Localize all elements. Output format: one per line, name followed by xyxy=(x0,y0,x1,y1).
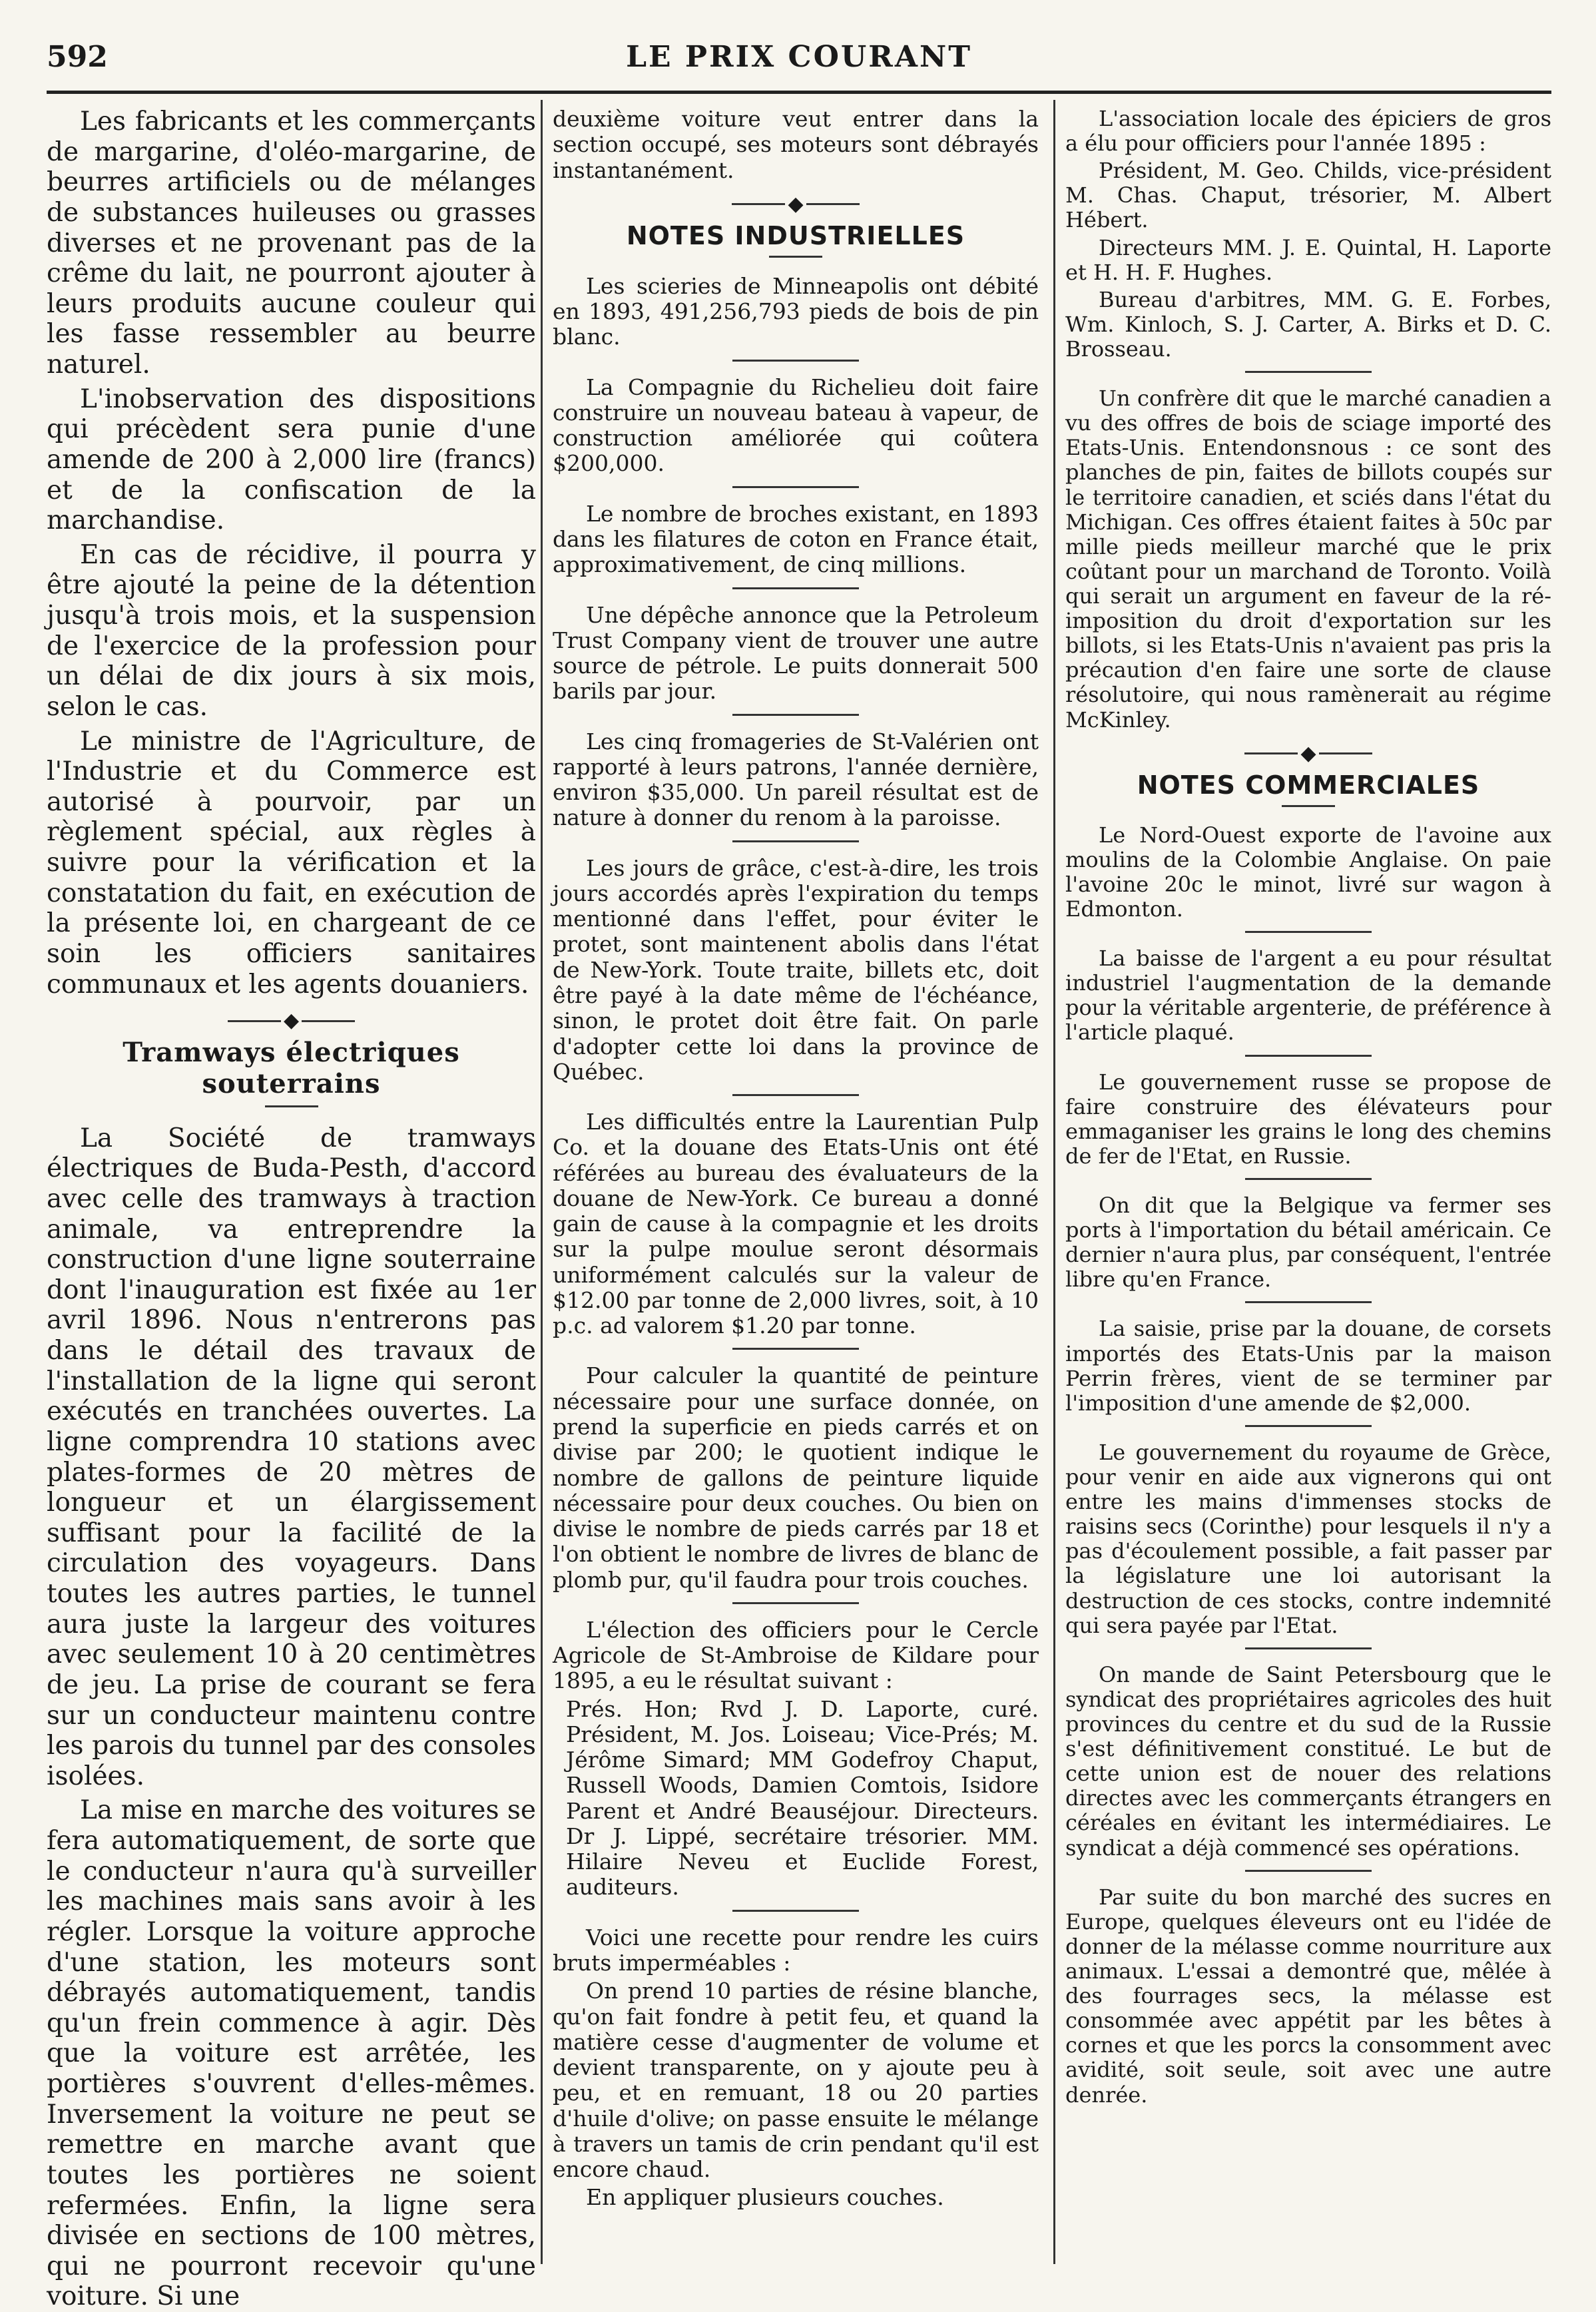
ornament-divider: ◆ xyxy=(553,194,1039,214)
item-divider xyxy=(1245,1870,1372,1872)
item-divider xyxy=(732,486,859,488)
news-item: La baisse de l'argent a eu pour résultat industriel l'augmentation de la demande pour la véritable argenterie, de préférence à l'article plaqué. xyxy=(1065,946,1551,1045)
title-rule xyxy=(1282,805,1335,807)
news-item: Les jours de grâce, c'est-à-dire, les trois jours accordés après l'expiration du temps mentionné dans l'effet, pour éviter le protet, sont maintenent abolis dans l'état de New-York. Toute traite, billets etc, doit être payé à la date même de l'échéance, sinon, le protet doit être fait. On parle d'adopter cette loi dans la province de Québec. xyxy=(553,854,1039,1085)
item-divider xyxy=(732,1094,859,1096)
item-divider xyxy=(732,714,859,716)
item-divider xyxy=(1245,371,1372,373)
news-item: Par suite du bon marché des sucres en Europe, quelques éleveurs ont eu l'idée de donner de la mélasse comme nourriture aux animaux. L'essai a demontré que, mêlée à des fourrages secs, la mélasse est consommée avec appétit par les bêtes à cornes et que les porcs la consomment avec avidité, soit seule, soit avec une autre denrée. xyxy=(1065,1884,1551,2108)
item-divider xyxy=(1245,1055,1372,1057)
item-divider xyxy=(732,360,859,362)
item-divider xyxy=(1245,1178,1372,1180)
paragraph: Le ministre de l'Agriculture, de l'Industrie et du Commerce est autorisé à pourvoir, par un règlement spécial, aux règles à suivre pour la vérification et la constatation du fait, en exécution de la présente loi, en chargeant de ce soin les officiers sanitaires communaux et les agents douaniers. xyxy=(47,726,536,1000)
officer-line: Bureau d'arbitres, MM. G. E. Forbes, Wm. Kinloch, S. J. Carter, A. Birks et D. C. Brosseau. xyxy=(1065,286,1551,362)
news-item: Voici une recette pour rendre les cuirs bruts imperméables : xyxy=(553,1924,1039,1976)
paragraph: L'inobservation des dispositions qui précèdent sera punie d'une amende de 200 à 2,000 lire (francs) et de la confiscation de la marchandise. xyxy=(47,384,536,536)
title-rule xyxy=(769,256,822,258)
paragraph: En cas de récidive, il pourra y être ajouté la peine de la détention jusqu'à trois mois, et la suspension de l'exercice de la profession pour un délai de dix jours à six mois, selon le cas. xyxy=(47,539,536,722)
item-divider xyxy=(1245,1647,1372,1649)
column-divider xyxy=(541,100,543,2264)
news-item: Une dépêche annonce que la Petroleum Trust Company vient de trouver une autre source de pétrole. Le puits donnerait 500 barils par jour. xyxy=(553,601,1039,705)
header-rule xyxy=(47,91,1551,94)
page-header xyxy=(47,40,1551,87)
paragraph: La Société de tramways électriques de Buda-Pesth, d'accord avec celle des tramways à traction animale, va entreprendre la construction d'une ligne souterraine dont l'inauguration est fixée au 1er avril 1896. Nous n'entrerons pas dans le détail des travaux de l'installation de la ligne qui seront exécutés en tranchées ouvertes. La ligne comprendra 10 stations avec plates-formes de 20 mètres de longueur et un élargissement suffisant pour la facilité de la circulation des voyageurs. Dans toutes les autres parties, le tunnel aura juste la largeur des voitures avec seulement 10 à 20 centimètres de jeu. La prise de courant se fera sur un conducteur maintenu contre les parois du tunnel par des consoles isolées. xyxy=(47,1123,536,1791)
section-title: NOTES INDUSTRIELLES xyxy=(626,220,965,250)
column-3 xyxy=(1065,107,1551,2257)
ornament-divider: ◆ xyxy=(1065,743,1551,764)
item-divider xyxy=(1245,1301,1372,1303)
news-item: Pour calculer la quantité de peinture nécessaire pour une surface donnée, on prend la superficie en pieds carrés et on divise par 200; le quotient indique le nombre de gallons de peinture liquide nécessaire pour deux couches. Ou bien on divise le nombre de pieds carrés par 18 et l'on obtient le nombre de livres de blanc de plomb pur, qu'il faudra pour trois couches. xyxy=(553,1362,1039,1593)
section-title: NOTES COMMERCIALES xyxy=(1137,770,1480,800)
item-divider xyxy=(732,1348,859,1350)
news-item: L'élection des officiers pour le Cercle Agricole de St-Ambroise de Kildare pour 1895, a eu le résultat suivant : xyxy=(553,1616,1039,1694)
page-number: 592 xyxy=(47,40,108,74)
paragraph: deuxième voiture veut entrer dans la section occupé, ses moteurs sont débrayés instantanément. xyxy=(553,106,1039,183)
column-divider xyxy=(1053,100,1055,2264)
news-item: L'association locale des épiciers de gros a élu pour officiers pour l'année 1895 : xyxy=(1065,106,1551,156)
news-item: La saisie, prise par la douane, de corsets importés des Etats-Unis par la maison Perrin frères, vient de se terminer par l'imposition d'une amende de $2,000. xyxy=(1065,1316,1551,1416)
news-item: Le Nord-Ouest exporte de l'avoine aux moulins de la Colombie Anglaise. On paie l'avoine 20c le minot, livré sur wagon à Edmonton. xyxy=(1065,822,1551,922)
news-item: Le nombre de broches existant, en 1893 dans les filatures de coton en France était, approximativement, de cinq millions. xyxy=(553,500,1039,578)
officer-line: Président, M. Geo. Childs, vice-président M. Chas. Chaput, trésorier, M. Albert Hébert. xyxy=(1065,158,1551,233)
news-item: Le gouvernement russe se propose de faire construire des élévateurs pour emmaganiser les grains le long des chemins de fer de l'Etat, en Russie. xyxy=(1065,1069,1551,1169)
news-item: On dit que la Belgique va fermer ses ports à l'importation du bétail américain. Ce dernier n'aura plus, par conséquent, l'entrée libre qu'en France. xyxy=(1065,1193,1551,1293)
news-item: On mande de Saint Petersbourg que le syndicat des propriétaires agricoles des huit provinces du centre et du sud de la Russie s'est définitivement constitué. Le but de cette union est de nouer des relations directes avec les commerçants étrangers en céréales en évitant les intermédiaires. Le syndicat a déjà commencé ses opérations. xyxy=(1065,1661,1551,1861)
news-item: Les cinq fromageries de St-Valérien ont rapporté à leurs patrons, l'année dernière, environ $35,000. Un pareil résultat est de nature à donner du renom à la paroisse. xyxy=(553,728,1039,831)
item-divider xyxy=(732,1910,859,1912)
news-item: Un confrère dit que le marché canadien a vu des offres de bois de sciage importé des Etats-Unis. Entendonsnous : ce sont des planches de pin, faites de billots coupés sur le territoire canadien, et sciés dans l'état du Michigan. Ces offres étaient faites à 50c par mille pieds meilleur marché que le prix coûtant pour un marchand de Toronto. Voilà qui serait un argument en faveur de la ré-imposition du droit d'exportation sur les billots, si les Etats-Unis n'avaient pas pris la précaution d'en faire une sorte de clause résolutoire, qui nous ramènerait au régime McKinley. xyxy=(1065,386,1551,732)
news-item: La Compagnie du Richelieu doit faire construire un nouveau bateau à vapeur, de construction améliorée qui coûtera $200,000. xyxy=(553,374,1039,477)
officer-list: Prés. Hon; Rvd J. D. Laporte, curé. Président, M. Jos. Loiseau; Vice-Prés; M. Jérôme Simard; MM Godefroy Chaput, Russell Woods, Damien Comtois, Isidore Parent et André Beauséjour. Directeurs. Dr J. Lippé, secrétaire trésorier. MM. Hilaire Neveu et Euclide Forest, auditeurs. xyxy=(566,1695,1039,1900)
recipe-end: En appliquer plusieurs couches. xyxy=(586,2184,944,2211)
news-item: Le gouvernement du royaume de Grèce, pour venir en aide aux vignerons qui ont entre les mains d'immenses stocks de raisins secs (Corinthe) pour lesquels il n'y a pas d'écoulement possible, a fait passer par la législature une loi autorisant la destruction de ces stocks, contre indemnité qui sera payée par l'Etat. xyxy=(1065,1439,1551,1638)
news-item: Les scieries de Minneapolis ont débité en 1893, 491,256,793 pieds de bois de pin blanc. xyxy=(553,272,1039,350)
ornament-divider: ◆ xyxy=(47,1010,536,1031)
column-1 xyxy=(47,107,536,2312)
item-divider xyxy=(732,840,859,842)
item-divider xyxy=(1245,931,1372,933)
officer-line: Directeurs MM. J. E. Quintal, H. Laporte et H. H. F. Hughes. xyxy=(1065,234,1551,285)
column-2 xyxy=(553,107,1039,2257)
recipe-body: On prend 10 parties de résine blanche, qu'on fait fondre à petit feu, et quand la matière cesse d'augmenter de volume et devient transparente, on y ajoute peu à peu, et en remuant, 18 ou 20 parties d'huile d'olive; on passe ensuite le mélange à travers un tamis de crin pendant qu'il est encore chaud. xyxy=(553,1978,1039,2183)
item-divider xyxy=(1245,1425,1372,1427)
paragraph: La mise en marche des voitures se fera automatiquement, de sorte que le conducteur n'aura qu'à surveiller les machines mais sans avoir à les régler. Lorsque la voiture approche d'une station, les moteurs sont débrayés automatiquement, tandis qu'un frein commence à agir. Dès que la voiture est arrêtée, les portières s'ouvrent d'elles-mêmes. Inversement la voiture ne peut se remettre en marche avant que toutes les portières ne soient refermées. Enfin, la ligne sera divisée en sections de 100 mètres, qui ne pourront recevoir qu'une voiture. Si une xyxy=(47,1795,536,2312)
masthead: LE PRIX COURANT xyxy=(626,40,972,74)
item-divider xyxy=(732,587,859,589)
title-rule xyxy=(265,1105,318,1107)
news-item: Les difficultés entre la Laurentian Pulp Co. et la douane des Etats-Unis ont été référées au bureau des évaluateurs de la douane de New-York. Ce bureau a donné gain de cause à la compagnie et les droits sur la pulpe moulue seront désormais uniformément calculés sur la valeur de $12.00 par tonne de 2,000 livres, soit, à 10 p.c. ad valorem $1.20 par tonne. xyxy=(553,1109,1039,1339)
paragraph: Les fabricants et les commerçants de margarine, d'oléo-margarine, de beurres artificiels ou de mélanges de substances huileuses ou grasses diverses et ne provenant pas de la crême du lait, ne pourront ajouter à leurs produits aucune couleur qui les fasse ressembler au beurre naturel. xyxy=(47,107,536,380)
section-title: Tramways électriques souterrains xyxy=(123,1037,460,1099)
item-divider xyxy=(732,1602,859,1604)
